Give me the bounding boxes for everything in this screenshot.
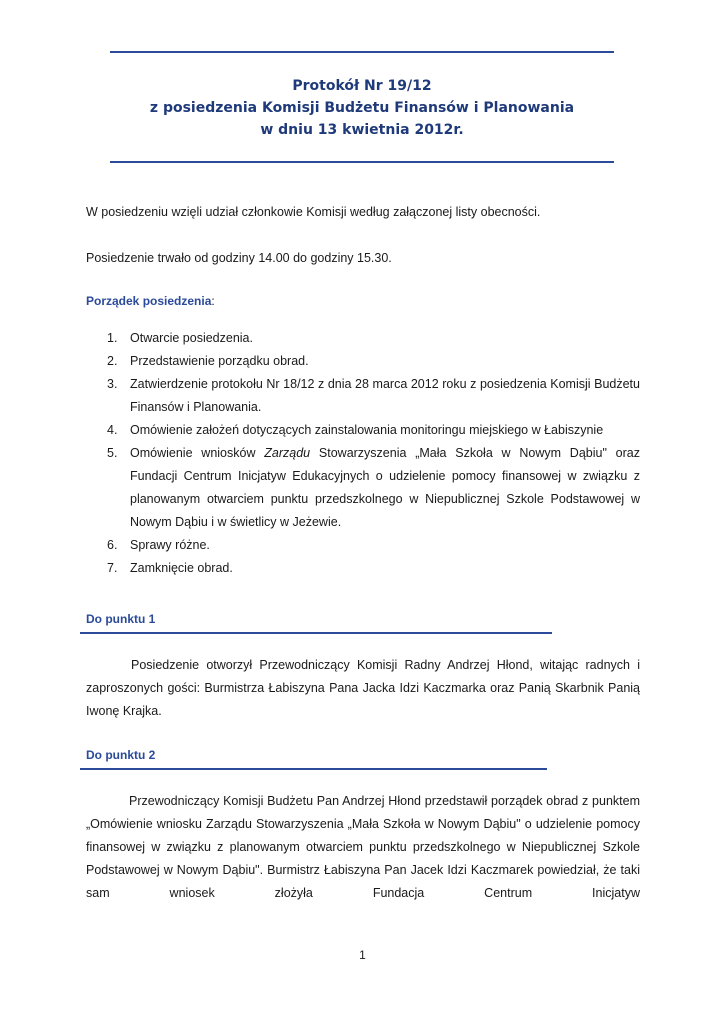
list-item-number: 3.: [107, 377, 118, 391]
agenda-list: [107, 327, 640, 580]
list-item-text: Zamknięcie obrad.: [130, 561, 233, 575]
list-item-text: Przedstawienie porządku obrad.: [130, 354, 309, 368]
section-1-heading: Do punktu 1: [86, 612, 156, 626]
title-line-2: z posiedzenia Komisji Budżetu Finansów i Planowania: [149, 100, 575, 116]
list-item-number: 4.: [107, 423, 118, 437]
list-item-number: 2.: [107, 354, 118, 368]
section-2-rule: [80, 768, 547, 770]
agenda-heading: [86, 294, 215, 308]
list-item-text: Zatwierdzenie protokołu Nr 18/12 z dnia 28 marca 2012 roku z posiedzenia Komisji Budżetu Finansów i Planowania.: [130, 377, 640, 414]
agenda-heading-label: Porządek posiedzenia: [86, 294, 212, 308]
section-2-heading: Do punktu 2: [86, 748, 156, 762]
list-item-text-emphasis: Zarządu: [264, 446, 311, 460]
list-item-text: Otwarcie posiedzenia.: [130, 331, 253, 345]
section-1-rule: [80, 632, 552, 634]
list-item: [107, 327, 640, 350]
page-number: 1: [359, 948, 366, 962]
list-item-number: 5.: [107, 446, 118, 460]
list-item: [107, 442, 640, 534]
title-bottom-rule: [110, 161, 614, 163]
document-title: [110, 75, 614, 141]
list-item: [107, 419, 640, 442]
list-item-text-part: Omówienie wniosków: [130, 446, 265, 460]
list-item: [107, 350, 640, 373]
attendance-paragraph: W posiedzeniu wzięli udział członkowie Komisji według załączonej listy obecności.: [86, 205, 541, 219]
list-item-number: 1.: [107, 331, 118, 345]
title-line-3: w dniu 13 kwietnia 2012r.: [260, 122, 464, 138]
agenda-heading-colon: :: [211, 294, 215, 308]
list-item-number: 6.: [107, 538, 118, 552]
list-item: [107, 557, 640, 580]
section-2-body: Przewodniczący Komisji Budżetu Pan Andrzej Hłond przedstawił porządek obrad z punktem „Omówienie wniosku Zarządu Stowarzyszenia „Mała Szkoła w Nowym Dąbiu" o udzielenie pomocy finansowej w związku z planowanym otwarciem punktu przedszkolnego w Niepublicznej Szkole Podstawowej w Nowym Dąbiu". Burmistrz Łabiszyna Pan Jacek Idzi Kaczmarek powiedział, że taki sam wniosek złożyła Fundacja Centrum Inicjatyw: [86, 794, 640, 900]
list-item-text: [130, 442, 640, 534]
list-item-text: Sprawy różne.: [130, 538, 210, 552]
list-item-text-part: Stowarzyszenia „Mała Szkoła w Nowym Dąbiu" oraz Fundacji Centrum Inicjatyw Edukacyjnych o udzielenie pomocy finansowej w związku z planowanym otwarciem punktu przedszkolnego w Niepublicznej Szkole Podstawowej w Nowym Dąbiu i w świetlicy w Jeżewie.: [130, 446, 640, 529]
list-item-text: Omówienie założeń dotyczących zainstalowania monitoringu miejskiego w Łabiszynie: [130, 423, 604, 437]
list-item: [107, 534, 640, 557]
list-item: [107, 373, 640, 419]
section-1-body: Posiedzenie otworzył Przewodniczący Komisji Radny Andrzej Hłond, witając radnych i zaproszonych gości: Burmistrza Łabiszyna Pana Jacka Idzi Kaczmarka oraz Panią Skarbnik Panią Iwonę Krajka.: [86, 658, 640, 718]
title-line-1: Protokół Nr 19/12: [292, 78, 432, 94]
duration-paragraph: Posiedzenie trwało od godziny 14.00 do godziny 15.30.: [86, 251, 392, 265]
list-item-number: 7.: [107, 561, 118, 575]
title-top-rule: [110, 51, 614, 53]
